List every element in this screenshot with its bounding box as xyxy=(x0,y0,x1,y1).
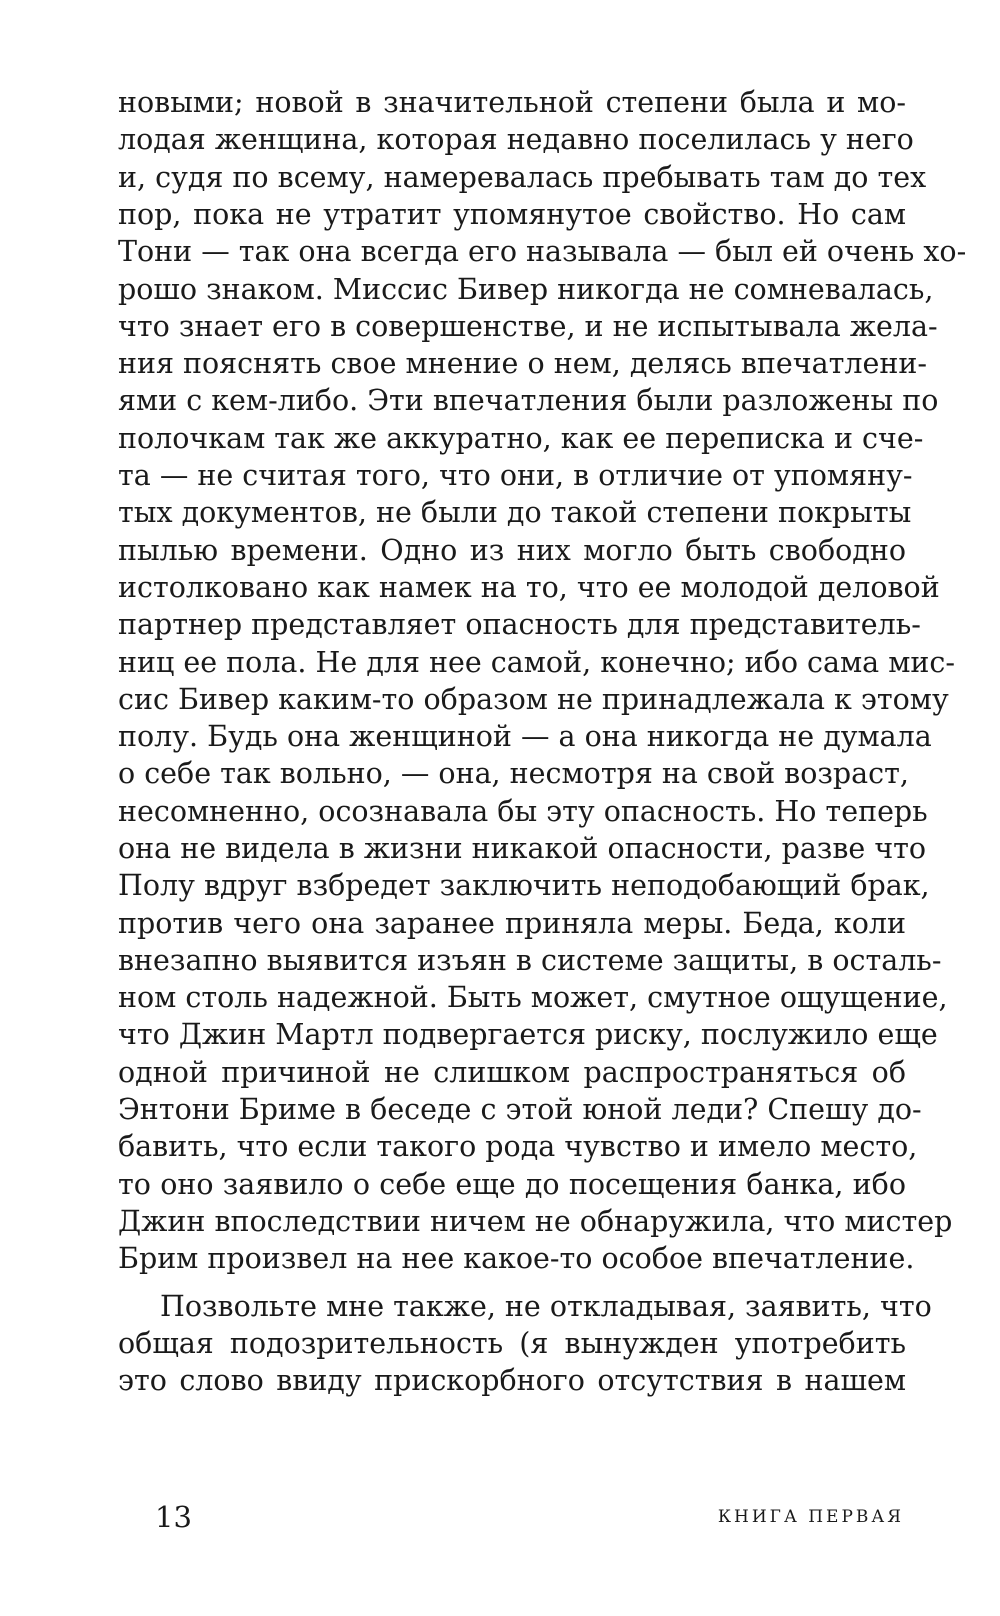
text-line: о себе так вольно, — она, несмотря на свой возраст, xyxy=(118,757,909,790)
text-line: полочкам так же аккуратно, как ее переписка и сче- xyxy=(118,422,924,455)
text-line: ния пояснять свое мнение о нем, делясь впечатлени- xyxy=(118,347,927,380)
text-line: внезапно выявится изъян в системе защиты, в осталь- xyxy=(118,944,942,977)
text-line: то оно заявило о себе еще до посещения банка, ибо xyxy=(118,1168,906,1201)
text-line: против чего она заранее приняла меры. Беда, коли xyxy=(118,907,906,940)
text-line: это слово ввиду прискорбного отсутствия в нашем xyxy=(118,1364,906,1397)
text-line: бавить, что если такого рода чувство и имело место, xyxy=(118,1130,918,1163)
text-line: она не видела в жизни никакой опасности, разве что xyxy=(118,832,927,865)
text-line: тых документов, не были до такой степени покрыты xyxy=(118,496,912,529)
text-line: сис Бивер каким-то образом не принадлежала к этому xyxy=(118,683,949,716)
text-line: та — не считая того, что они, в отличие от упомяну- xyxy=(118,459,913,492)
text-line: Джин впоследствии ничем не обнаружила, что мистер xyxy=(118,1205,953,1238)
text-line: Энтони Бриме в беседе с этой юной леди? Спешу до- xyxy=(118,1093,922,1126)
page-number: 13 xyxy=(155,1500,192,1534)
text-line: ями с кем-либо. Эти впечатления были разложены по xyxy=(118,384,939,417)
text-line: Позвольте мне также, не откладывая, заявить, что xyxy=(160,1290,932,1323)
text-line: и, судя по всему, намеревалась пребывать там до тех xyxy=(118,161,927,194)
text-line: Тони — так она всегда его называла — был ей очень хо- xyxy=(118,235,967,268)
text-line: лодая женщина, которая недавно поселилась у него xyxy=(118,123,914,156)
text-line: пор, пока не утратит упомянутое свойство. Но сам xyxy=(118,198,906,231)
text-line: что знает его в совершенстве, и не испытывала жела- xyxy=(118,310,938,343)
text-line: ном столь надежной. Быть может, смутное ощущение, xyxy=(118,981,948,1014)
text-line: полу. Будь она женщиной — а она никогда не думала xyxy=(118,720,932,753)
text-line: партнер представляет опасность для представитель- xyxy=(118,608,921,641)
text-line: что Джин Мартл подвергается риску, послужило еще xyxy=(118,1018,938,1051)
running-head: КНИГА ПЕРВАЯ xyxy=(717,1507,904,1527)
text-line: ниц ее пола. Не для нее самой, конечно; ибо сама мис- xyxy=(118,646,955,679)
text-line: несомненно, осознавала бы эту опасность. Но теперь xyxy=(118,795,928,828)
text-line: Брим произвел на нее какое-то особое впечатление. xyxy=(118,1242,915,1275)
text-line: Полу вдруг взбредет заключить неподобающий брак, xyxy=(118,869,930,902)
text-line: новыми; новой в значительной степени была и мо- xyxy=(118,86,906,119)
text-line: рошо знаком. Миссис Бивер никогда не сомневалась, xyxy=(118,273,934,306)
text-line: общая подозрительность (я вынужден употребить xyxy=(118,1327,906,1360)
text-line: истолковано как намек на то, что ее молодой деловой xyxy=(118,571,940,604)
text-line: одной причиной не слишком распространяться об xyxy=(118,1056,906,1089)
text-line: пылью времени. Одно из них могло быть свободно xyxy=(118,534,906,567)
